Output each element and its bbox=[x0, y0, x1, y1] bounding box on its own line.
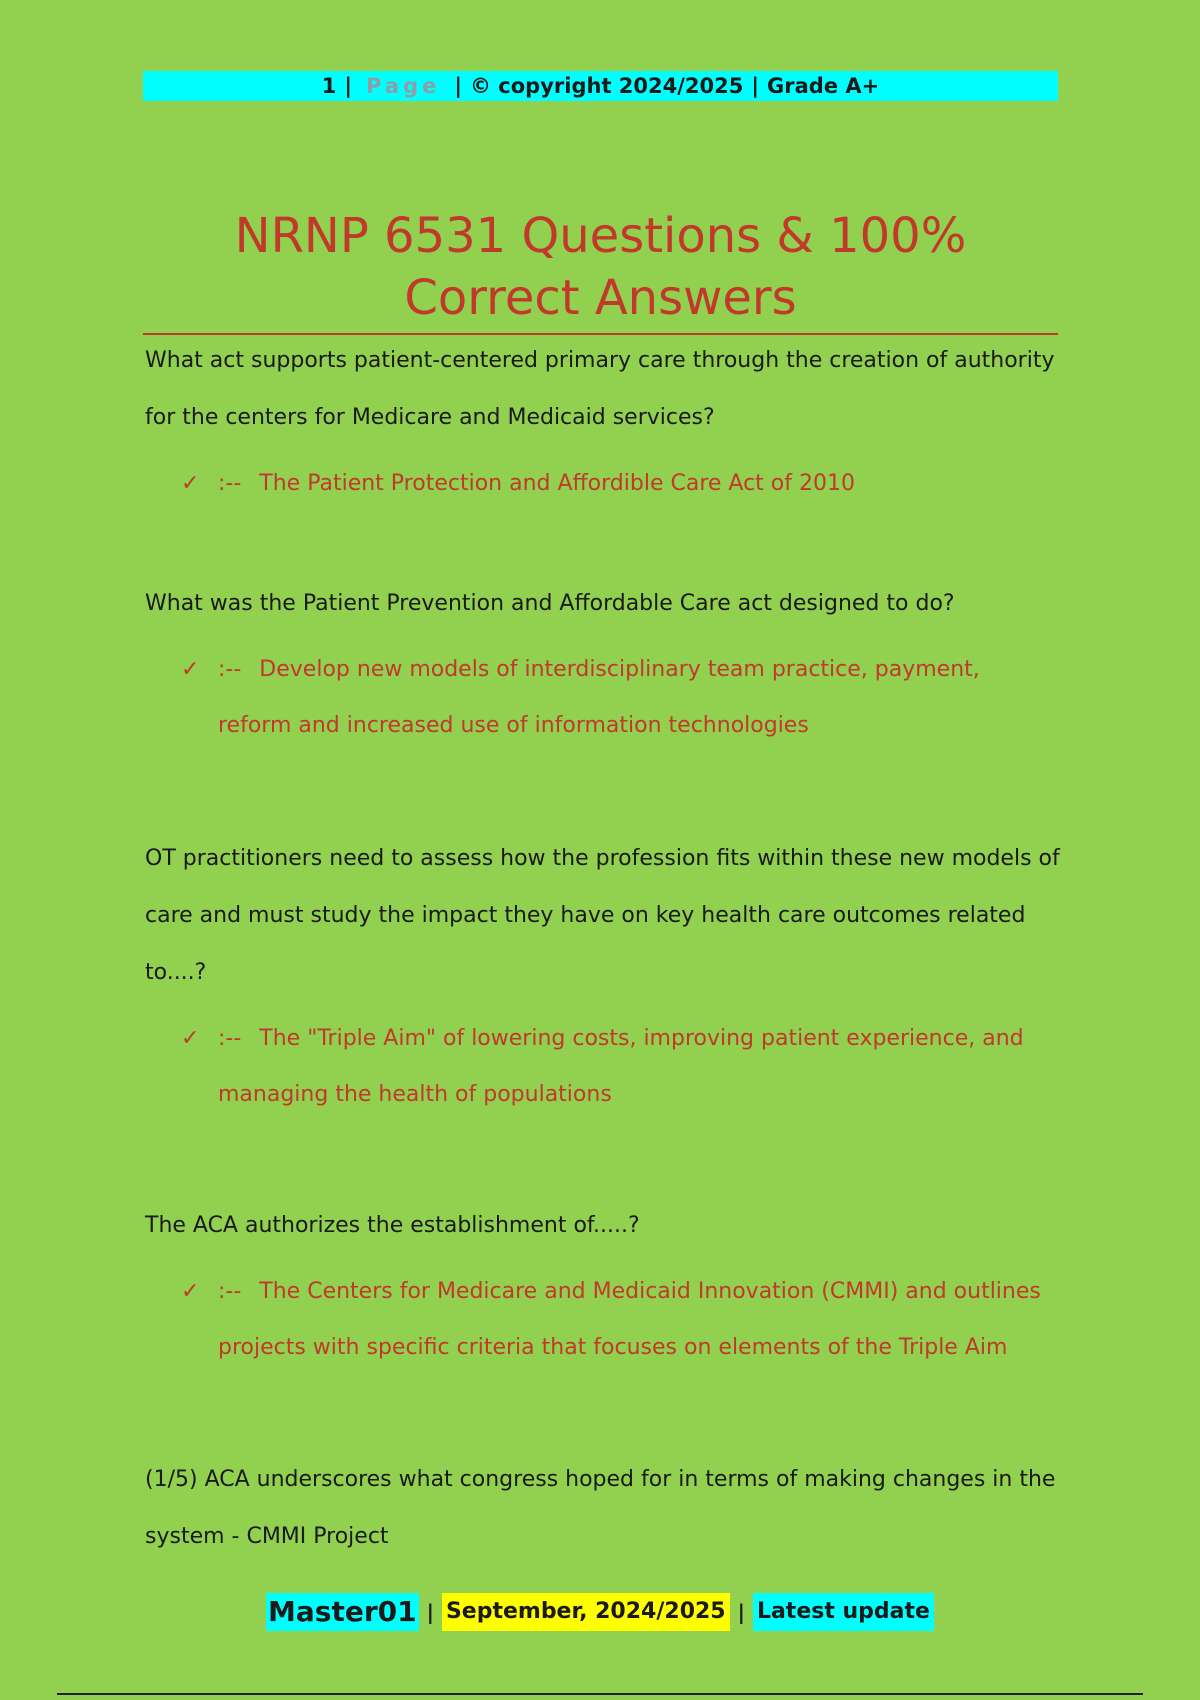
question-text: What was the Patient Prevention and Affordable Care act designed to do? bbox=[145, 591, 955, 616]
answer-block bbox=[145, 1011, 1060, 1123]
answer-prefix: :-- bbox=[218, 1026, 242, 1051]
page-number: 1 bbox=[321, 74, 337, 98]
question-text: The ACA authorizes the establishment of.....? bbox=[145, 1213, 640, 1238]
bottom-divider bbox=[57, 1693, 1143, 1695]
answer-text: Develop new models of interdisciplinary team practice, payment, reform and increased use of information technologies bbox=[218, 657, 980, 738]
document-title: NRNP 6531 Questions & 100% Correct Answers bbox=[234, 208, 967, 326]
checkmark-icon: ✓ bbox=[181, 1279, 200, 1304]
grade-text: Grade A+ bbox=[767, 74, 880, 98]
header-separator-3: | bbox=[751, 74, 760, 98]
answer-prefix: :-- bbox=[218, 1279, 242, 1304]
copyright-text: © copyright 2024/2025 bbox=[470, 74, 744, 98]
answer-block bbox=[145, 456, 1060, 512]
brand-label: Master01 bbox=[266, 1593, 419, 1631]
qa-item-3 bbox=[145, 830, 1060, 1123]
answer-text: The Patient Protection and Affordible Care Act of 2010 bbox=[259, 471, 855, 496]
header-separator-2: | bbox=[454, 74, 462, 98]
answer-prefix: :-- bbox=[218, 471, 242, 496]
latest-update-label: Latest update bbox=[753, 1593, 934, 1631]
header-separator: | bbox=[344, 74, 353, 98]
qa-item-5 bbox=[145, 1451, 1060, 1565]
answer-prefix: :-- bbox=[218, 657, 242, 682]
qa-item-4 bbox=[145, 1197, 1060, 1376]
question-text: OT practitioners need to assess how the profession fits within these new models of care and must study the impact they have on key health care outcomes related to....? bbox=[145, 846, 1060, 985]
page-footer bbox=[0, 1593, 1200, 1631]
qa-item-1 bbox=[145, 332, 1060, 512]
answer-block bbox=[145, 1264, 1060, 1376]
page-header bbox=[143, 71, 1058, 101]
footer-separator: | bbox=[426, 1600, 434, 1624]
answer-text: The Centers for Medicare and Medicaid Innovation (CMMI) and outlines projects with specific criteria that focuses on elements of the Triple Aim bbox=[218, 1279, 1041, 1360]
page-word: Page bbox=[366, 74, 441, 98]
checkmark-icon: ✓ bbox=[181, 1026, 200, 1051]
qa-item-2 bbox=[145, 575, 1060, 754]
checkmark-icon: ✓ bbox=[181, 657, 200, 682]
answer-text: The "Triple Aim" of lowering costs, improving patient experience, and managing the health of populations bbox=[218, 1026, 1024, 1107]
checkmark-icon: ✓ bbox=[181, 471, 200, 496]
question-text: What act supports patient-centered primary care through the creation of authority for the centers for Medicare and Medicaid services? bbox=[145, 348, 1055, 430]
footer-separator-2: | bbox=[737, 1600, 745, 1624]
question-text: (1/5) ACA underscores what congress hoped for in terms of making changes in the system - CMMI Project bbox=[145, 1467, 1056, 1549]
date-label: September, 2024/2025 bbox=[442, 1593, 730, 1631]
answer-block bbox=[145, 642, 1060, 754]
